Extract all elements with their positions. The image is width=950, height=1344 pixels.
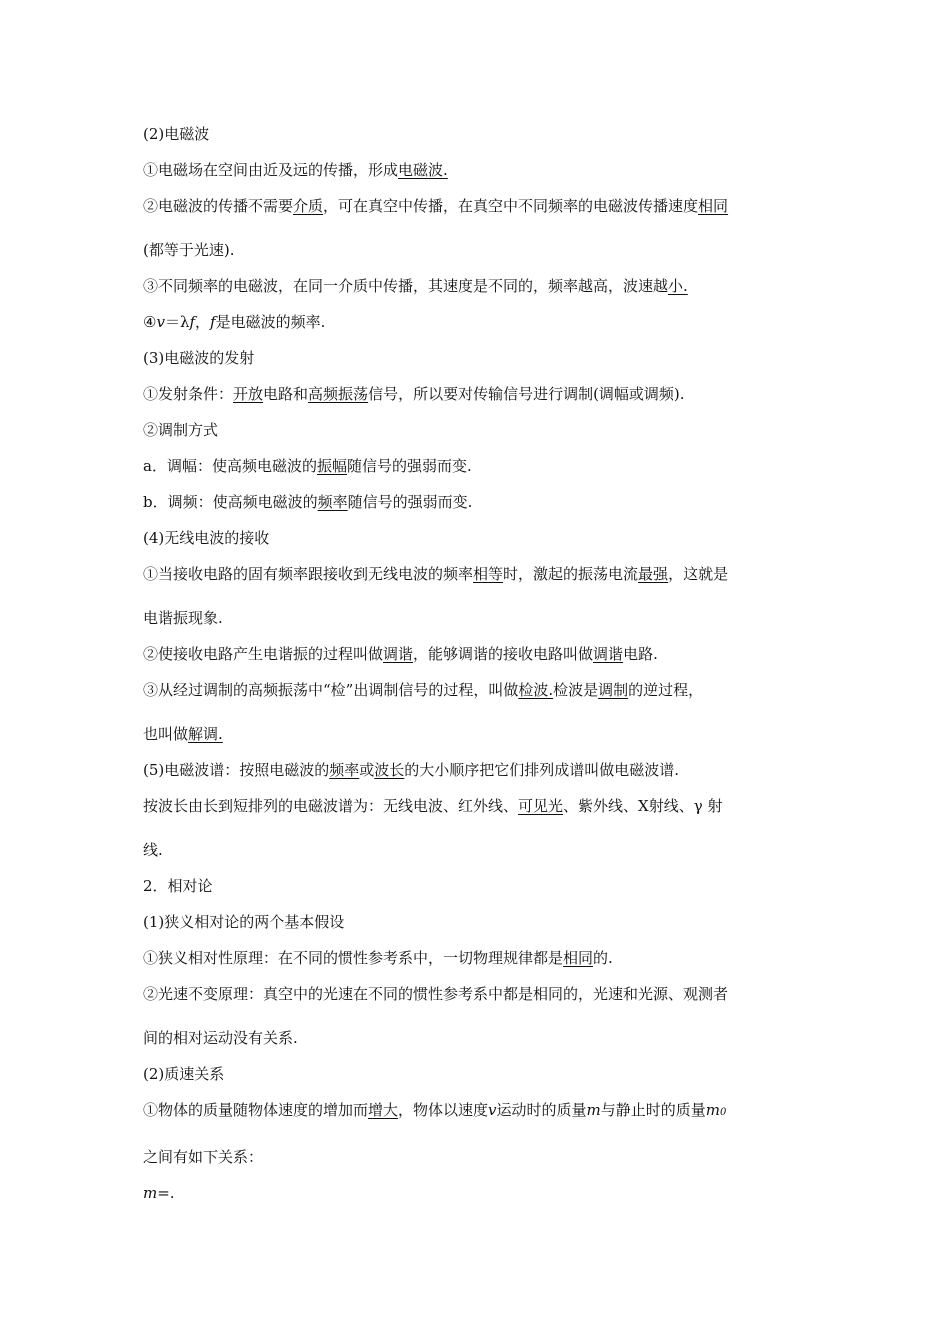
answer-blank: 波长 — [374, 761, 405, 779]
heading-mass-velocity: (2)质速关系 — [143, 1065, 225, 1083]
paragraph: ②光速不变原理：真空中的光速在不同的惯性参考系中都是相同的，光速和光源、观测者 — [143, 985, 729, 1003]
heading-relativity: 2．相对论 — [143, 877, 213, 895]
answer-blank: 相同 — [698, 197, 729, 215]
answer-blank: 最强 — [638, 565, 669, 583]
heading-postulates: (1)狭义相对论的两个基本假设 — [143, 913, 345, 931]
paragraph: ①电磁场在空间由近及远的传播，形成电磁波. — [143, 161, 448, 179]
answer-blank: 可见光 — [518, 797, 564, 815]
answer-blank: 相同 — [563, 949, 594, 967]
paragraph: a．调幅：使高频电磁波的振幅随信号的强弱而变. — [143, 457, 472, 475]
paragraph: ③不同频率的电磁波，在同一介质中传播，其速度是不同的，频率越高，波速越小. — [143, 277, 688, 295]
paragraph: 线. — [143, 841, 163, 859]
paragraph: b．调频：使高频电磁波的频率随信号的强弱而变. — [143, 493, 473, 511]
paragraph: 按波长由长到短排列的电磁波谱为：无线电波、红外线、可见光、紫外线、X射线、γ 射 — [143, 797, 723, 815]
paragraph: (都等于光速). — [143, 241, 235, 259]
paragraph: ①物体的质量随物体速度的增加而增大，物体以速度v运动时的质量m与静止时的质量m0 — [143, 1101, 727, 1119]
answer-blank: 开放 — [233, 385, 264, 403]
answer-blank: 电磁波. — [398, 161, 448, 179]
paragraph: ①当接收电路的固有频率跟接收到无线电波的频率相等时，激起的振荡电流最强，这就是 — [143, 565, 729, 583]
answer-blank: 频率 — [329, 761, 360, 779]
paragraph: 间的相对运动没有关系. — [143, 1029, 298, 1047]
answer-blank: 介质 — [293, 197, 324, 215]
answer-blank: 相等 — [473, 565, 504, 583]
answer-blank: 增大 — [368, 1101, 399, 1119]
answer-blank: 频率 — [317, 493, 348, 511]
paragraph: 电谐振现象. — [143, 609, 223, 627]
answer-blank: 调谐 — [383, 645, 414, 663]
paragraph: ③从经过调制的高频振荡中“检”出调制信号的过程，叫做检波.检波是调制的逆过程， — [143, 681, 704, 699]
paragraph: 之间有如下关系： — [143, 1148, 264, 1166]
answer-blank: 解调. — [188, 725, 223, 743]
heading-reception: (4)无线电波的接收 — [143, 529, 270, 547]
answer-blank: 检波. — [518, 681, 554, 699]
formula-line: ④v＝λf，f是电磁波的频率. — [143, 313, 326, 331]
paragraph: ①发射条件：开放电路和高频振荡信号，所以要对传输信号进行调制(调幅或调频). — [143, 385, 685, 403]
heading-spectrum: (5)电磁波谱：按照电磁波的频率或波长的大小顺序把它们排列成谱叫做电磁波谱. — [143, 761, 680, 779]
heading-electromagnetic-wave: (2)电磁波 — [143, 125, 210, 143]
answer-blank: 调制 — [598, 681, 629, 699]
paragraph: 也叫做解调. — [143, 725, 223, 743]
paragraph: ①狭义相对性原理：在不同的惯性参考系中，一切物理规律都是相同的. — [143, 949, 613, 967]
paragraph: ②使接收电路产生电谐振的过程叫做调谐，能够调谐的接收电路叫做调谐电路. — [143, 645, 658, 663]
answer-blank: 小. — [668, 277, 688, 295]
paragraph: ②电磁波的传播不需要介质，可在真空中传播，在真空中不同频率的电磁波传播速度相同 — [143, 197, 729, 215]
answer-blank: 振幅 — [316, 457, 347, 475]
answer-blank: 高频振荡 — [308, 385, 369, 403]
paragraph: ②调制方式 — [143, 421, 219, 439]
heading-emission: (3)电磁波的发射 — [143, 349, 255, 367]
formula-line: m=. — [143, 1184, 175, 1202]
answer-blank: 调谐 — [593, 645, 624, 663]
document-body — [143, 124, 813, 1203]
